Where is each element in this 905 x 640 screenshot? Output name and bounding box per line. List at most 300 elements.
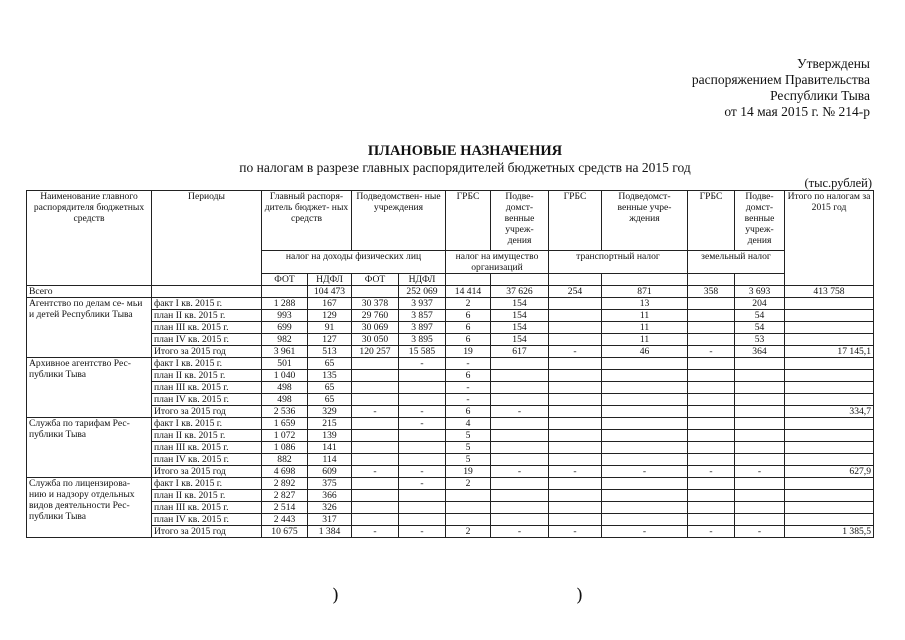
- value-cell: 2 536: [262, 406, 308, 418]
- value-cell: 6: [446, 370, 491, 382]
- value-cell: [735, 490, 785, 502]
- value-cell: [688, 310, 735, 322]
- value-cell: 1 288: [262, 298, 308, 310]
- value-cell: 30 069: [352, 322, 399, 334]
- value-cell: 617: [491, 346, 549, 358]
- value-cell: 65: [308, 394, 352, 406]
- value-cell: 3 961: [262, 346, 308, 358]
- value-cell: [352, 478, 399, 490]
- period-cell: Итого за 2015 год: [152, 346, 262, 358]
- value-cell: [688, 394, 735, 406]
- value-cell: 11: [602, 310, 688, 322]
- value-cell: [549, 370, 602, 382]
- value-cell: 329: [308, 406, 352, 418]
- value-cell: [352, 430, 399, 442]
- value-cell: -: [399, 466, 446, 478]
- value-cell: 53: [735, 334, 785, 346]
- value-cell: [688, 298, 735, 310]
- value-cell: [549, 478, 602, 490]
- value-cell: [491, 370, 549, 382]
- table-row: [27, 430, 874, 442]
- row-total-cell: [785, 442, 874, 454]
- table-row: [27, 514, 874, 526]
- value-cell: [399, 454, 446, 466]
- value-cell: [491, 418, 549, 430]
- value-cell: [549, 298, 602, 310]
- period-cell: Итого за 2015 год: [152, 406, 262, 418]
- total-value: 104 473: [308, 286, 352, 298]
- value-cell: -: [549, 526, 602, 538]
- value-cell: 154: [491, 298, 549, 310]
- value-cell: 139: [308, 430, 352, 442]
- value-cell: [602, 454, 688, 466]
- value-cell: [352, 394, 399, 406]
- organization-name: Архивное агентство Рес- публики Тыва: [27, 358, 152, 418]
- header-grbs-main: Главный распоря- дитель бюджет- ных средств: [262, 191, 352, 251]
- value-cell: 65: [308, 358, 352, 370]
- organization-name: Агентство по делам се- мьи и детей Республики Тыва: [27, 298, 152, 358]
- value-cell: [735, 370, 785, 382]
- period-cell: план IV кв. 2015 г.: [152, 514, 262, 526]
- header-subordinate-land: Подве- домст- венные учреж- дения: [735, 191, 785, 251]
- header-subordinate-transport: Подведомст- венные учре- ждения: [602, 191, 688, 251]
- value-cell: [602, 358, 688, 370]
- value-cell: [446, 502, 491, 514]
- table-row: [27, 370, 874, 382]
- value-cell: -: [399, 358, 446, 370]
- value-cell: 5: [446, 430, 491, 442]
- value-cell: 54: [735, 322, 785, 334]
- row-total-cell: [785, 358, 874, 370]
- value-cell: [602, 382, 688, 394]
- value-cell: 609: [308, 466, 352, 478]
- value-cell: 498: [262, 394, 308, 406]
- value-cell: 982: [262, 334, 308, 346]
- value-cell: [688, 442, 735, 454]
- value-cell: [735, 478, 785, 490]
- row-total-cell: [785, 514, 874, 526]
- period-cell: Итого за 2015 год: [152, 526, 262, 538]
- subtotal-row: [27, 406, 874, 418]
- table-row: [27, 490, 874, 502]
- header-property: налог на имущество организаций: [446, 251, 549, 274]
- value-cell: [688, 382, 735, 394]
- subtotal-row: [27, 526, 874, 538]
- total-value: 254: [549, 286, 602, 298]
- header-name: Наименование главного распорядителя бюджетных средств: [27, 191, 152, 286]
- value-cell: [549, 514, 602, 526]
- period-cell: план III кв. 2015 г.: [152, 382, 262, 394]
- value-cell: [491, 502, 549, 514]
- value-cell: 30 050: [352, 334, 399, 346]
- organization-name: Служба по лицензирова- нию и надзору отдельных видов деятельности Рес- публики Тыва: [27, 478, 152, 538]
- total-value: 14 414: [446, 286, 491, 298]
- header-grbs: ГРБС: [446, 191, 491, 251]
- value-cell: [352, 370, 399, 382]
- value-cell: [688, 358, 735, 370]
- tax-plan-table: [26, 190, 874, 538]
- value-cell: [352, 382, 399, 394]
- value-cell: 65: [308, 382, 352, 394]
- total-value: 3 693: [735, 286, 785, 298]
- value-cell: [735, 394, 785, 406]
- row-total-cell: [785, 298, 874, 310]
- value-cell: [549, 442, 602, 454]
- footer-mark: ): [332, 585, 340, 606]
- value-cell: [549, 358, 602, 370]
- value-cell: 13: [602, 298, 688, 310]
- grand-total: 413 758: [785, 286, 874, 298]
- value-cell: [735, 514, 785, 526]
- value-cell: 54: [735, 310, 785, 322]
- period-cell: факт I кв. 2015 г.: [152, 358, 262, 370]
- value-cell: -: [352, 406, 399, 418]
- value-cell: [688, 502, 735, 514]
- value-cell: [688, 370, 735, 382]
- subtotal-row: [27, 346, 874, 358]
- period-cell: план II кв. 2015 г.: [152, 310, 262, 322]
- value-cell: 375: [308, 478, 352, 490]
- units-label: (тыс.рублей): [804, 176, 872, 190]
- value-cell: [446, 514, 491, 526]
- value-cell: 2 514: [262, 502, 308, 514]
- footer-mark: ): [576, 585, 584, 606]
- header-transport: транспортный налог: [549, 251, 688, 274]
- value-cell: [399, 490, 446, 502]
- row-total-cell: [785, 322, 874, 334]
- value-cell: 2: [446, 478, 491, 490]
- value-cell: 3 895: [399, 334, 446, 346]
- value-cell: [602, 418, 688, 430]
- value-cell: [735, 454, 785, 466]
- value-cell: -: [549, 466, 602, 478]
- row-total-cell: [785, 418, 874, 430]
- period-cell: план III кв. 2015 г.: [152, 502, 262, 514]
- value-cell: -: [602, 466, 688, 478]
- period-cell: Итого за 2015 год: [152, 466, 262, 478]
- value-cell: -: [735, 526, 785, 538]
- value-cell: [549, 454, 602, 466]
- value-cell: [735, 418, 785, 430]
- value-cell: 204: [735, 298, 785, 310]
- value-cell: [491, 514, 549, 526]
- row-total-cell: [785, 490, 874, 502]
- value-cell: [549, 502, 602, 514]
- value-cell: 1 040: [262, 370, 308, 382]
- value-cell: [735, 502, 785, 514]
- document-subtitle: по налогам в разрезе главных распорядителей бюджетных средств на 2015 год: [239, 160, 691, 175]
- value-cell: [735, 358, 785, 370]
- header-subordinate: Подведомствен- ные учреждения: [352, 191, 446, 251]
- value-cell: [399, 430, 446, 442]
- value-cell: [352, 442, 399, 454]
- value-cell: 1 384: [308, 526, 352, 538]
- value-cell: 167: [308, 298, 352, 310]
- table-row: [27, 442, 874, 454]
- value-cell: -: [399, 418, 446, 430]
- value-cell: 127: [308, 334, 352, 346]
- value-cell: [602, 478, 688, 490]
- value-cell: 215: [308, 418, 352, 430]
- approval-line: Утверждены: [797, 56, 870, 71]
- value-cell: -: [399, 526, 446, 538]
- value-cell: [688, 514, 735, 526]
- value-cell: [399, 442, 446, 454]
- value-cell: 5: [446, 454, 491, 466]
- value-cell: [446, 490, 491, 502]
- period-cell: план II кв. 2015 г.: [152, 370, 262, 382]
- value-cell: 2: [446, 298, 491, 310]
- value-cell: 364: [735, 346, 785, 358]
- value-cell: 498: [262, 382, 308, 394]
- value-cell: 6: [446, 334, 491, 346]
- value-cell: 5: [446, 442, 491, 454]
- row-total-cell: [785, 310, 874, 322]
- value-cell: -: [491, 466, 549, 478]
- value-cell: -: [491, 526, 549, 538]
- period-cell: план II кв. 2015 г.: [152, 490, 262, 502]
- value-cell: 19: [446, 346, 491, 358]
- table-row: [27, 322, 874, 334]
- value-cell: -: [602, 526, 688, 538]
- header-period: Периоды: [152, 191, 262, 286]
- header-subordinate-property: Подве- домст- венные учреж- дения: [491, 191, 549, 251]
- table-row: [27, 334, 874, 346]
- value-cell: [352, 454, 399, 466]
- value-cell: 2 443: [262, 514, 308, 526]
- organization-name: Служба по тарифам Рес- публики Тыва: [27, 418, 152, 478]
- value-cell: 699: [262, 322, 308, 334]
- value-cell: [491, 394, 549, 406]
- value-cell: 993: [262, 310, 308, 322]
- value-cell: 154: [491, 310, 549, 322]
- row-total-cell: [785, 502, 874, 514]
- value-cell: 2 827: [262, 490, 308, 502]
- value-cell: [602, 394, 688, 406]
- value-cell: [491, 382, 549, 394]
- value-cell: [491, 442, 549, 454]
- period-cell: факт I кв. 2015 г.: [152, 298, 262, 310]
- value-cell: [399, 394, 446, 406]
- header-grbs: ГРБС: [688, 191, 735, 251]
- value-cell: [602, 370, 688, 382]
- value-cell: -: [352, 466, 399, 478]
- table-row: [27, 310, 874, 322]
- value-cell: [352, 502, 399, 514]
- value-cell: -: [446, 394, 491, 406]
- value-cell: [549, 310, 602, 322]
- value-cell: [688, 430, 735, 442]
- value-cell: -: [688, 346, 735, 358]
- header-pit: налог на доходы физических лиц: [262, 251, 446, 274]
- row-total-cell: [785, 478, 874, 490]
- value-cell: [549, 490, 602, 502]
- header-total: Итого по налогам за 2015 год: [785, 191, 874, 286]
- value-cell: 15 585: [399, 346, 446, 358]
- value-cell: 19: [446, 466, 491, 478]
- total-row: [27, 286, 874, 298]
- total-value: 871: [602, 286, 688, 298]
- value-cell: 3 897: [399, 322, 446, 334]
- value-cell: 29 760: [352, 310, 399, 322]
- value-cell: [399, 514, 446, 526]
- period-cell: план II кв. 2015 г.: [152, 430, 262, 442]
- row-total-cell: 627,9: [785, 466, 874, 478]
- value-cell: 2 892: [262, 478, 308, 490]
- header-land: земельный налог: [688, 251, 785, 274]
- table-row: [27, 382, 874, 394]
- value-cell: [491, 490, 549, 502]
- value-cell: [549, 430, 602, 442]
- value-cell: [602, 406, 688, 418]
- value-cell: [549, 334, 602, 346]
- value-cell: -: [399, 478, 446, 490]
- value-cell: 46: [602, 346, 688, 358]
- table-row: [27, 394, 874, 406]
- value-cell: 513: [308, 346, 352, 358]
- period-cell: факт I кв. 2015 г.: [152, 478, 262, 490]
- value-cell: [549, 382, 602, 394]
- value-cell: [399, 382, 446, 394]
- value-cell: [602, 502, 688, 514]
- value-cell: [549, 322, 602, 334]
- document-title: ПЛАНОВЫЕ НАЗНАЧЕНИЯ: [367, 143, 563, 159]
- value-cell: [399, 502, 446, 514]
- header-ndfl: НДФЛ: [399, 274, 446, 286]
- value-cell: [491, 454, 549, 466]
- value-cell: 882: [262, 454, 308, 466]
- value-cell: [688, 322, 735, 334]
- value-cell: 129: [308, 310, 352, 322]
- value-cell: 154: [491, 322, 549, 334]
- value-cell: -: [491, 406, 549, 418]
- value-cell: 91: [308, 322, 352, 334]
- period-cell: план IV кв. 2015 г.: [152, 394, 262, 406]
- value-cell: -: [688, 526, 735, 538]
- value-cell: [602, 430, 688, 442]
- period-cell: план III кв. 2015 г.: [152, 442, 262, 454]
- value-cell: 366: [308, 490, 352, 502]
- value-cell: [549, 394, 602, 406]
- value-cell: -: [352, 526, 399, 538]
- period-cell: план IV кв. 2015 г.: [152, 454, 262, 466]
- value-cell: [352, 490, 399, 502]
- row-total-cell: [785, 454, 874, 466]
- value-cell: 4: [446, 418, 491, 430]
- value-cell: [491, 358, 549, 370]
- value-cell: 11: [602, 334, 688, 346]
- table-row: [27, 358, 874, 370]
- header-fot: ФОТ: [352, 274, 399, 286]
- value-cell: [735, 442, 785, 454]
- header-fot: ФОТ: [262, 274, 308, 286]
- row-total-cell: 17 145,1: [785, 346, 874, 358]
- value-cell: [602, 442, 688, 454]
- total-value: 358: [688, 286, 735, 298]
- approval-line: Республики Тыва: [770, 88, 870, 103]
- row-total-cell: [785, 382, 874, 394]
- value-cell: 3 937: [399, 298, 446, 310]
- approval-line: от 14 мая 2015 г. № 214-р: [724, 104, 870, 119]
- period-cell: план IV кв. 2015 г.: [152, 334, 262, 346]
- value-cell: 154: [491, 334, 549, 346]
- value-cell: 4 698: [262, 466, 308, 478]
- value-cell: [399, 370, 446, 382]
- subtotal-row: [27, 466, 874, 478]
- row-total-cell: [785, 430, 874, 442]
- total-value: 252 069: [399, 286, 446, 298]
- table-row: [27, 478, 874, 490]
- value-cell: -: [688, 466, 735, 478]
- value-cell: 6: [446, 406, 491, 418]
- row-total-cell: 1 385,5: [785, 526, 874, 538]
- value-cell: [491, 430, 549, 442]
- row-total-cell: 334,7: [785, 406, 874, 418]
- table-row: [27, 502, 874, 514]
- value-cell: [549, 418, 602, 430]
- value-cell: -: [446, 358, 491, 370]
- value-cell: -: [735, 466, 785, 478]
- total-label: Всего: [27, 286, 152, 298]
- value-cell: 6: [446, 322, 491, 334]
- value-cell: -: [549, 346, 602, 358]
- value-cell: 114: [308, 454, 352, 466]
- value-cell: 501: [262, 358, 308, 370]
- table-row: [27, 418, 874, 430]
- value-cell: [688, 454, 735, 466]
- value-cell: 10 675: [262, 526, 308, 538]
- value-cell: [735, 382, 785, 394]
- value-cell: [688, 490, 735, 502]
- value-cell: 326: [308, 502, 352, 514]
- value-cell: 2: [446, 526, 491, 538]
- value-cell: [491, 478, 549, 490]
- value-cell: [688, 418, 735, 430]
- value-cell: [688, 334, 735, 346]
- value-cell: 1 072: [262, 430, 308, 442]
- value-cell: -: [399, 406, 446, 418]
- table-row: [27, 454, 874, 466]
- value-cell: 135: [308, 370, 352, 382]
- value-cell: -: [446, 382, 491, 394]
- row-total-cell: [785, 334, 874, 346]
- value-cell: [602, 490, 688, 502]
- total-value: 37 626: [491, 286, 549, 298]
- value-cell: [688, 406, 735, 418]
- value-cell: 11: [602, 322, 688, 334]
- period-cell: факт I кв. 2015 г.: [152, 418, 262, 430]
- value-cell: [352, 418, 399, 430]
- value-cell: 6: [446, 310, 491, 322]
- value-cell: 30 378: [352, 298, 399, 310]
- approval-line: распоряжением Правительства: [691, 72, 870, 87]
- value-cell: [352, 358, 399, 370]
- row-total-cell: [785, 370, 874, 382]
- value-cell: [688, 478, 735, 490]
- value-cell: [549, 406, 602, 418]
- value-cell: 3 857: [399, 310, 446, 322]
- header-row: [27, 191, 874, 251]
- row-total-cell: [785, 394, 874, 406]
- value-cell: 120 257: [352, 346, 399, 358]
- header-ndfl: НДФЛ: [308, 274, 352, 286]
- header-grbs: ГРБС: [549, 191, 602, 251]
- value-cell: [735, 430, 785, 442]
- value-cell: [735, 406, 785, 418]
- value-cell: [352, 514, 399, 526]
- value-cell: 317: [308, 514, 352, 526]
- value-cell: 1 659: [262, 418, 308, 430]
